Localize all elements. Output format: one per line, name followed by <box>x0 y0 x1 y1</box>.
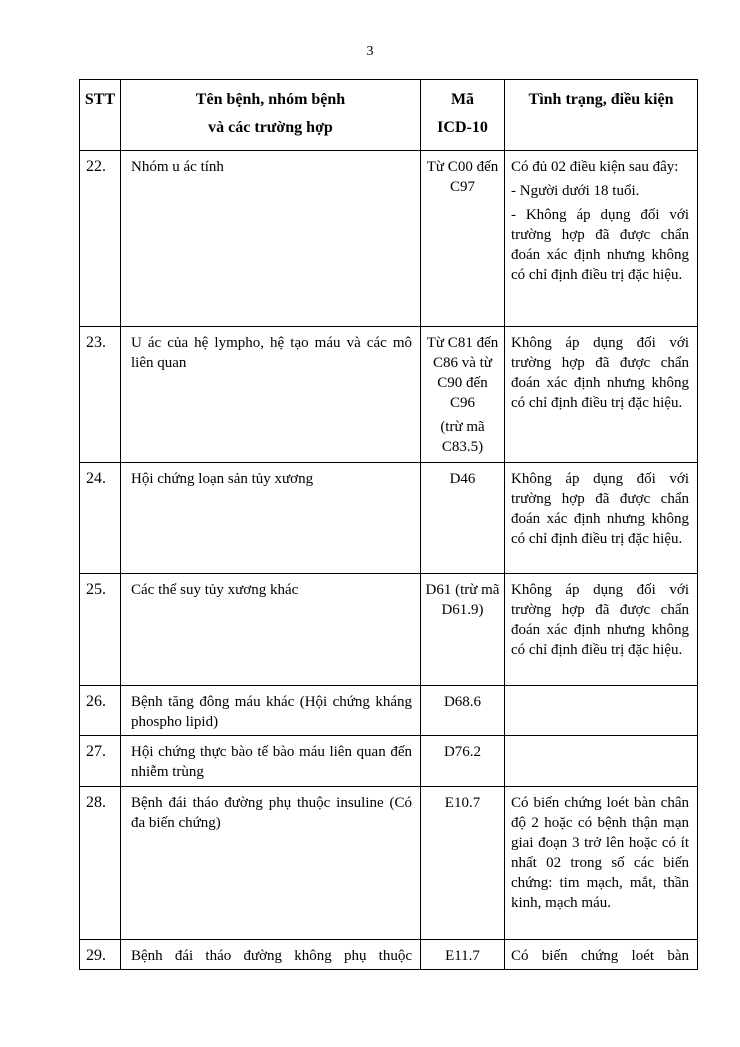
row-condition <box>505 151 698 327</box>
row-icd-code <box>421 686 505 736</box>
row-stt: 28. <box>80 787 121 940</box>
row-icd-code-text: E11.7 <box>445 948 480 964</box>
row-condition-text: Có biến chứng loét bàn <box>511 948 689 964</box>
row-icd-code-text: E10.7 <box>444 795 481 811</box>
row-condition <box>505 736 698 787</box>
row-icd-code <box>421 787 505 940</box>
row-icd-code <box>421 940 505 970</box>
row-condition-text: - Không áp dụng đối với trường hợp đã được chẩn đoán xác định nhưng không có chỉ định điều trị đặc hiệu. <box>511 207 689 283</box>
row-stt: 26. <box>80 686 121 736</box>
row-stt: 24. <box>80 463 121 574</box>
table-row <box>80 787 698 940</box>
row-stt: 23. <box>80 327 121 463</box>
header-condition <box>505 80 698 151</box>
row-stt: 22. <box>80 151 121 327</box>
row-icd-code-text: D46 <box>449 471 476 487</box>
row-icd-code-text: D68.6 <box>443 694 482 710</box>
row-icd-code-text: D61 (trừ mã D61.9) <box>425 582 500 618</box>
row-icd-code-text: D76.2 <box>443 744 482 760</box>
row-stt: 25. <box>80 574 121 686</box>
row-condition-text: Có biến chứng loét bàn chân độ 2 hoặc có bệnh thận mạn giai đoạn 3 trở lên hoặc có ít nhất 02 trong số các biến chứng: tim mạch, mắt, thần kinh, mạch máu. <box>511 795 689 911</box>
row-condition <box>505 940 698 970</box>
header-disease-name-line2: và các trường hợp <box>208 119 333 136</box>
row-condition-text: Không áp dụng đối với trường hợp đã được chẩn đoán xác định nhưng không có chỉ định điều trị đặc hiệu. <box>511 471 689 547</box>
header-stt: STT <box>80 80 121 151</box>
table-row <box>80 327 698 463</box>
row-condition <box>505 327 698 463</box>
row-disease-name: Các thể suy tủy xương khác <box>121 574 421 686</box>
row-disease-name: Bệnh đái tháo đường phụ thuộc insuline (Có đa biến chứng) <box>121 787 421 940</box>
row-icd-code-text: (trừ mã C83.5) <box>440 419 485 455</box>
row-icd-code <box>421 574 505 686</box>
row-condition-text: Không áp dụng đối với trường hợp đã được chẩn đoán xác định nhưng không có chỉ định điều trị đặc hiệu. <box>511 582 689 658</box>
row-condition <box>505 686 698 736</box>
row-disease-name: Hội chứng thực bào tế bào máu liên quan đến nhiễm trùng <box>121 736 421 787</box>
table-header-row <box>80 80 698 151</box>
header-icd-code <box>421 80 505 151</box>
row-condition-text: Có đủ 02 điều kiện sau đây: <box>511 159 679 175</box>
header-icd-code-line2: ICD-10 <box>437 119 488 136</box>
row-icd-code-text: Từ C00 đến C97 <box>426 159 499 195</box>
row-icd-code <box>421 151 505 327</box>
row-disease-name: Bệnh đái tháo đường không phụ thuộc <box>121 940 421 970</box>
row-disease-name: U ác của hệ lympho, hệ tạo máu và các mô liên quan <box>121 327 421 463</box>
table-row <box>80 151 698 327</box>
row-condition-text: - Người dưới 18 tuổi. <box>511 183 640 199</box>
row-disease-name: Hội chứng loạn sản tủy xương <box>121 463 421 574</box>
disease-table <box>79 79 698 970</box>
table-row <box>80 686 698 736</box>
table-row <box>80 463 698 574</box>
header-condition-label: Tình trạng, điều kiện <box>528 91 674 108</box>
row-condition <box>505 463 698 574</box>
table-row <box>80 736 698 787</box>
table-row <box>80 574 698 686</box>
row-icd-code <box>421 327 505 463</box>
row-disease-name: Nhóm u ác tính <box>121 151 421 327</box>
row-condition-text: Không áp dụng đối với trường hợp đã được chẩn đoán xác định nhưng không có chỉ định điều trị đặc hiệu. <box>511 335 689 411</box>
row-icd-code <box>421 463 505 574</box>
row-stt: 27. <box>80 736 121 787</box>
row-condition <box>505 787 698 940</box>
row-disease-name: Bệnh tăng đông máu khác (Hội chứng kháng phospho lipid) <box>121 686 421 736</box>
row-icd-code-text: Từ C81 đến C86 và từ C90 đến C96 <box>426 335 499 411</box>
row-icd-code <box>421 736 505 787</box>
header-icd-code-line1: Mã <box>450 91 475 108</box>
page-number: 3 <box>366 44 374 59</box>
row-condition <box>505 574 698 686</box>
header-disease-name-line1: Tên bệnh, nhóm bệnh <box>195 91 346 108</box>
row-stt: 29. <box>80 940 121 970</box>
table-row <box>80 940 698 970</box>
header-disease-name <box>121 80 421 151</box>
